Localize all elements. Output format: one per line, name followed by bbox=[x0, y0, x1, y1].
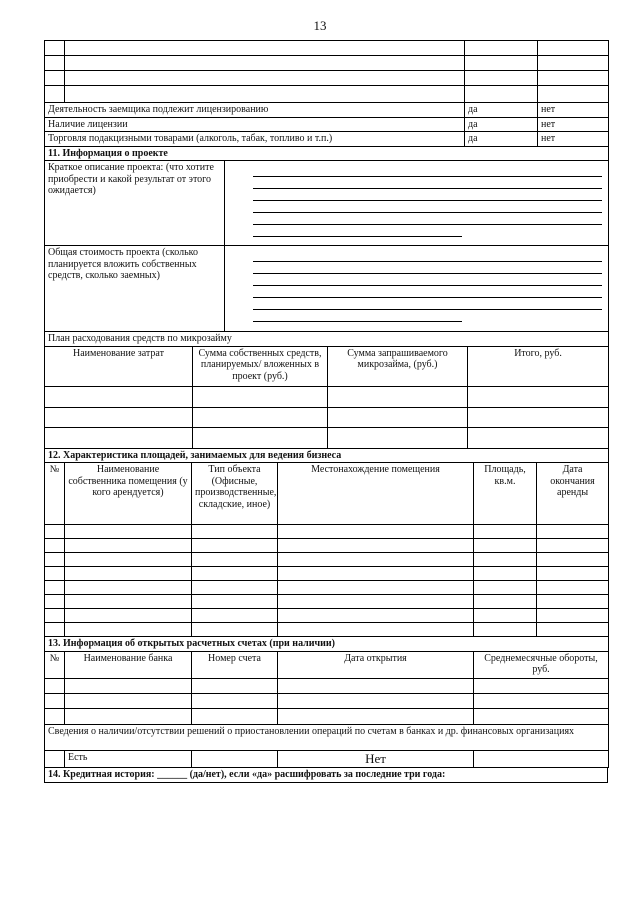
fill-line bbox=[253, 165, 602, 177]
project-info-table bbox=[44, 146, 609, 333]
fill-line bbox=[253, 250, 602, 262]
license-row-label: Наличие лицензии bbox=[45, 117, 465, 132]
table-row bbox=[45, 609, 609, 623]
premises-table bbox=[44, 448, 609, 638]
suspension-decisions-label: Сведения о наличии/отсутствии решений о приостановлении операций по счетам в банках и др. финансовых организациях bbox=[45, 724, 609, 750]
table-row bbox=[45, 539, 609, 553]
no-option[interactable]: нет bbox=[538, 117, 609, 132]
page-number: 13 bbox=[313, 18, 327, 33]
no-option[interactable]: нет bbox=[538, 103, 609, 118]
fill-line bbox=[253, 298, 602, 310]
table-row bbox=[45, 595, 609, 609]
expense-plan-table bbox=[44, 331, 609, 449]
license-row-label: Деятельность заемщика подлежит лицензированию bbox=[45, 103, 465, 118]
license-row bbox=[45, 117, 609, 132]
decision-yes-option[interactable]: Есть bbox=[65, 750, 192, 768]
table-row bbox=[45, 678, 609, 693]
plan-header-loan: Сумма запрашиваемого микрозайма, (руб.) bbox=[328, 346, 468, 386]
accounts-header-bank: Наименование банка bbox=[65, 651, 192, 678]
bank-accounts-table bbox=[44, 636, 609, 768]
yes-option[interactable]: да bbox=[465, 132, 538, 147]
fill-line bbox=[253, 189, 602, 201]
fill-line bbox=[253, 201, 602, 213]
decision-no-option[interactable]: Нет bbox=[278, 750, 474, 768]
plan-header-costs: Наименование затрат bbox=[45, 346, 193, 386]
table-row bbox=[45, 693, 609, 708]
accounts-header-turnover: Среднемесячные обороты, руб. bbox=[474, 651, 609, 678]
license-row bbox=[45, 103, 609, 118]
premises-header-lease-end: Дата окончания аренды bbox=[537, 463, 609, 525]
fill-line bbox=[253, 310, 462, 322]
fill-line bbox=[253, 213, 602, 225]
project-cost-label: Общая стоимость проекта (сколько планируется вложить собственных средств, сколько заемных) bbox=[45, 246, 225, 332]
license-row bbox=[45, 132, 609, 147]
fill-line bbox=[253, 286, 602, 298]
table-row bbox=[45, 525, 609, 539]
fill-line bbox=[253, 274, 602, 286]
table-row bbox=[45, 553, 609, 567]
table-row bbox=[45, 708, 609, 724]
yes-option[interactable]: да bbox=[465, 117, 538, 132]
premises-header-number: № bbox=[45, 463, 65, 525]
accounts-header-number: № bbox=[45, 651, 65, 678]
plan-header-total: Итого, руб. bbox=[468, 346, 609, 386]
no-option[interactable]: нет bbox=[538, 132, 609, 147]
premises-header-owner: Наименование собственника помещения (у кого арендуется) bbox=[65, 463, 192, 525]
section-11-title: 11. Информация о проекте bbox=[45, 146, 609, 161]
yes-option[interactable]: да bbox=[465, 103, 538, 118]
table-row bbox=[45, 581, 609, 595]
section-13-title: 13. Информация об открытых расчетных счетах (при наличии) bbox=[45, 637, 609, 652]
table-row bbox=[45, 623, 609, 637]
form bbox=[44, 40, 608, 783]
fill-line bbox=[253, 225, 462, 237]
premises-header-location: Местонахождение помещения bbox=[278, 463, 474, 525]
accounts-header-account-number: Номер счета bbox=[192, 651, 278, 678]
accounts-header-open-date: Дата открытия bbox=[278, 651, 474, 678]
empty-row bbox=[45, 71, 609, 86]
empty-row bbox=[45, 41, 609, 56]
license-row-label: Торговля подакцизными товарами (алкоголь, табак, топливо и т.п.) bbox=[45, 132, 465, 147]
credit-history-table bbox=[44, 767, 608, 783]
project-brief-label: Краткое описание проекта: (что хотите приобрести и какой результат от этого ожидается) bbox=[45, 161, 225, 246]
section-14-title: 14. Кредитная история: ______ (да/нет), если «да» расшифровать за последние три года: bbox=[45, 768, 608, 783]
table-row bbox=[45, 567, 609, 581]
project-brief-field[interactable] bbox=[225, 161, 609, 246]
table-row bbox=[45, 407, 609, 427]
empty-row bbox=[45, 86, 609, 103]
premises-header-area: Площадь, кв.м. bbox=[474, 463, 537, 525]
table-row bbox=[45, 427, 609, 448]
empty-row bbox=[45, 56, 609, 71]
license-table bbox=[44, 40, 609, 147]
premises-header-type: Тип объекта (Офисные, производственные, складские, иное) bbox=[192, 463, 278, 525]
expense-plan-title: План расходования средств по микрозайму bbox=[45, 332, 609, 347]
project-cost-field[interactable] bbox=[225, 246, 609, 332]
table-row bbox=[45, 386, 609, 407]
fill-line bbox=[253, 177, 602, 189]
fill-line bbox=[253, 262, 602, 274]
plan-header-own-funds: Сумма собственных средств, планируемых/ вложенных в проект (руб.) bbox=[193, 346, 328, 386]
section-12-title: 12. Характеристика площадей, занимаемых для ведения бизнеса bbox=[45, 448, 609, 463]
